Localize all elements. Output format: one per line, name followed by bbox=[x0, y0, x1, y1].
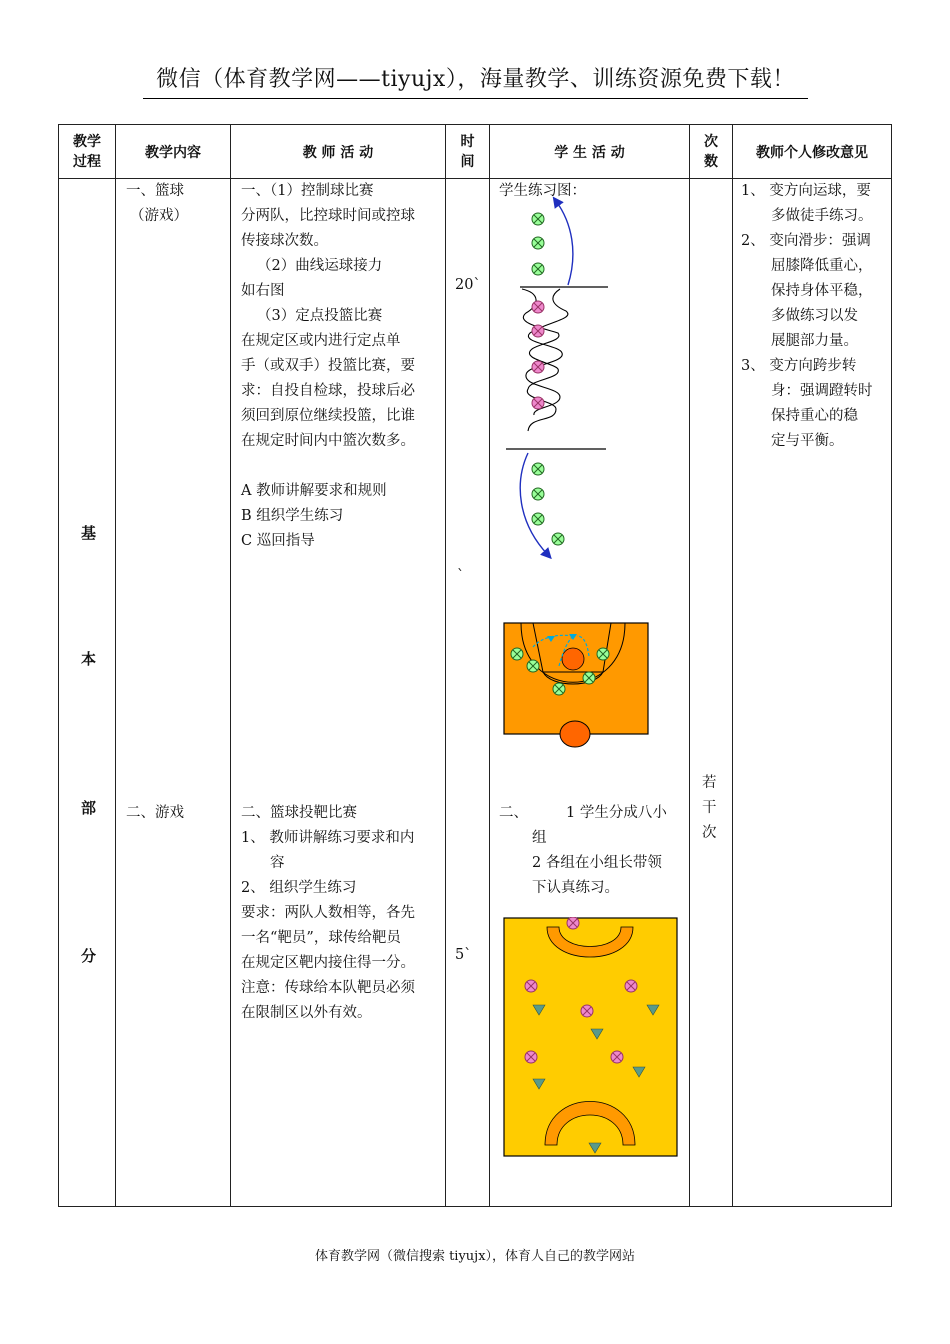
table-body-row bbox=[59, 179, 892, 1207]
note-line: 保持重心的稳 bbox=[771, 408, 858, 424]
student-line: 二、 bbox=[499, 805, 528, 821]
teacher-line: 要求：两队人数相等，各先 bbox=[241, 905, 415, 921]
header-content: 教学内容 bbox=[116, 125, 231, 179]
teacher-line: 二、篮球投靶比赛 bbox=[241, 805, 357, 821]
content-item: 一、篮球 bbox=[126, 183, 184, 199]
student-line: 组 bbox=[532, 830, 547, 846]
teacher-line: 容 bbox=[270, 855, 285, 871]
teacher-line: 求：自投自检球，投球后必 bbox=[241, 383, 415, 399]
note-line: 1、 变方向运球，要 bbox=[741, 183, 871, 199]
student-line: 1 学生分成八小 bbox=[566, 805, 667, 821]
page-header-title: 微信（体育教学网——tiyujx），海量教学、训练资源免费下载！ bbox=[143, 62, 808, 99]
student-activity-cell bbox=[490, 179, 690, 1207]
stage-char: 本 bbox=[81, 650, 97, 668]
stage-cell bbox=[59, 179, 116, 1207]
teacher-line: 在规定时间内中篮次数多。 bbox=[241, 433, 415, 449]
count-char: 若 bbox=[702, 775, 717, 791]
header-notes: 教师个人修改意见 bbox=[733, 125, 892, 179]
teacher-line: 2、 组织学生练习 bbox=[241, 880, 357, 896]
page-footer: 体育教学网（微信搜索 tiyujx），体育人自己的教学网站 bbox=[314, 1249, 636, 1264]
header-teacher: 教 师 活 动 bbox=[231, 125, 446, 179]
shooting-court-diagram bbox=[503, 622, 651, 750]
time-cell bbox=[446, 179, 490, 1207]
teacher-line: 1、 教师讲解练习要求和内 bbox=[241, 830, 415, 846]
teacher-line: 如右图 bbox=[241, 283, 285, 299]
header-count: 次 数 bbox=[690, 125, 733, 179]
note-line: 展腿部力量。 bbox=[771, 333, 858, 349]
teacher-line: 在规定区或内进行定点单 bbox=[241, 333, 401, 349]
teacher-activity-cell bbox=[231, 179, 446, 1207]
lesson-plan-table bbox=[58, 124, 892, 1207]
note-line: 身：强调蹬转时 bbox=[771, 383, 873, 399]
teacher-line: 分两队，比控球时间或控球 bbox=[241, 208, 415, 224]
content-item: 二、游戏 bbox=[126, 805, 184, 821]
teacher-line: 须回到原位继续投篮，比谁 bbox=[241, 408, 415, 424]
table-header-row bbox=[59, 125, 892, 179]
teacher-line: A 教师讲解要求和规则 bbox=[241, 483, 387, 499]
teacher-line: 传接球次数。 bbox=[241, 233, 328, 249]
content-item: （游戏） bbox=[130, 208, 188, 224]
time-value: 5` bbox=[455, 947, 472, 963]
student-line: 2 各组在小组长带领 bbox=[532, 855, 662, 871]
note-line: 屈膝降低重心， bbox=[771, 258, 873, 274]
notes-cell bbox=[733, 179, 892, 1207]
teacher-line: 在规定区靶内接住得一分。 bbox=[241, 955, 415, 971]
note-line: 3、 变方向跨步转 bbox=[741, 358, 857, 374]
note-line: 保持身体平稳， bbox=[771, 283, 873, 299]
stage-char: 基 bbox=[81, 524, 97, 542]
count-cell bbox=[690, 179, 733, 1207]
count-char: 次 bbox=[702, 825, 717, 841]
student-line: 下认真练习。 bbox=[532, 880, 619, 896]
teacher-line: B 组织学生练习 bbox=[241, 508, 344, 524]
note-line: 2、 变向滑步：强调 bbox=[741, 233, 871, 249]
teacher-line: 一名“靶员”，球传给靶员 bbox=[241, 930, 401, 946]
content-cell bbox=[116, 179, 231, 1207]
header-time: 时 间 bbox=[446, 125, 490, 179]
count-char: 干 bbox=[702, 800, 717, 816]
dribble-relay-diagram bbox=[500, 193, 640, 573]
teacher-line: C 巡回指导 bbox=[241, 533, 315, 549]
stage-char: 分 bbox=[81, 947, 97, 965]
teacher-line: 在限制区以外有效。 bbox=[241, 1005, 372, 1021]
player-marker-group bbox=[532, 213, 544, 275]
time-value: ` bbox=[457, 568, 465, 584]
header-student: 学 生 活 动 bbox=[490, 125, 690, 179]
teacher-line: （2）曲线运球接力 bbox=[257, 258, 383, 274]
teacher-line: 一、（1）控制球比赛 bbox=[241, 183, 374, 199]
diagram-title: 学生练习图： bbox=[499, 183, 586, 199]
teacher-line: 注意：传球给本队靶员必须 bbox=[241, 980, 415, 996]
target-game-court-diagram bbox=[503, 917, 681, 1163]
note-line: 定与平衡。 bbox=[771, 433, 844, 449]
time-value: 20` bbox=[455, 277, 481, 293]
stage-char: 部 bbox=[81, 799, 97, 817]
teacher-line: （3）定点投篮比赛 bbox=[257, 308, 383, 324]
header-process: 教学 过程 bbox=[59, 125, 116, 179]
note-line: 多做徒手练习。 bbox=[771, 208, 873, 224]
note-line: 多做练习以发 bbox=[771, 308, 858, 324]
teacher-line: 手（或双手）投篮比赛，要 bbox=[241, 358, 415, 374]
